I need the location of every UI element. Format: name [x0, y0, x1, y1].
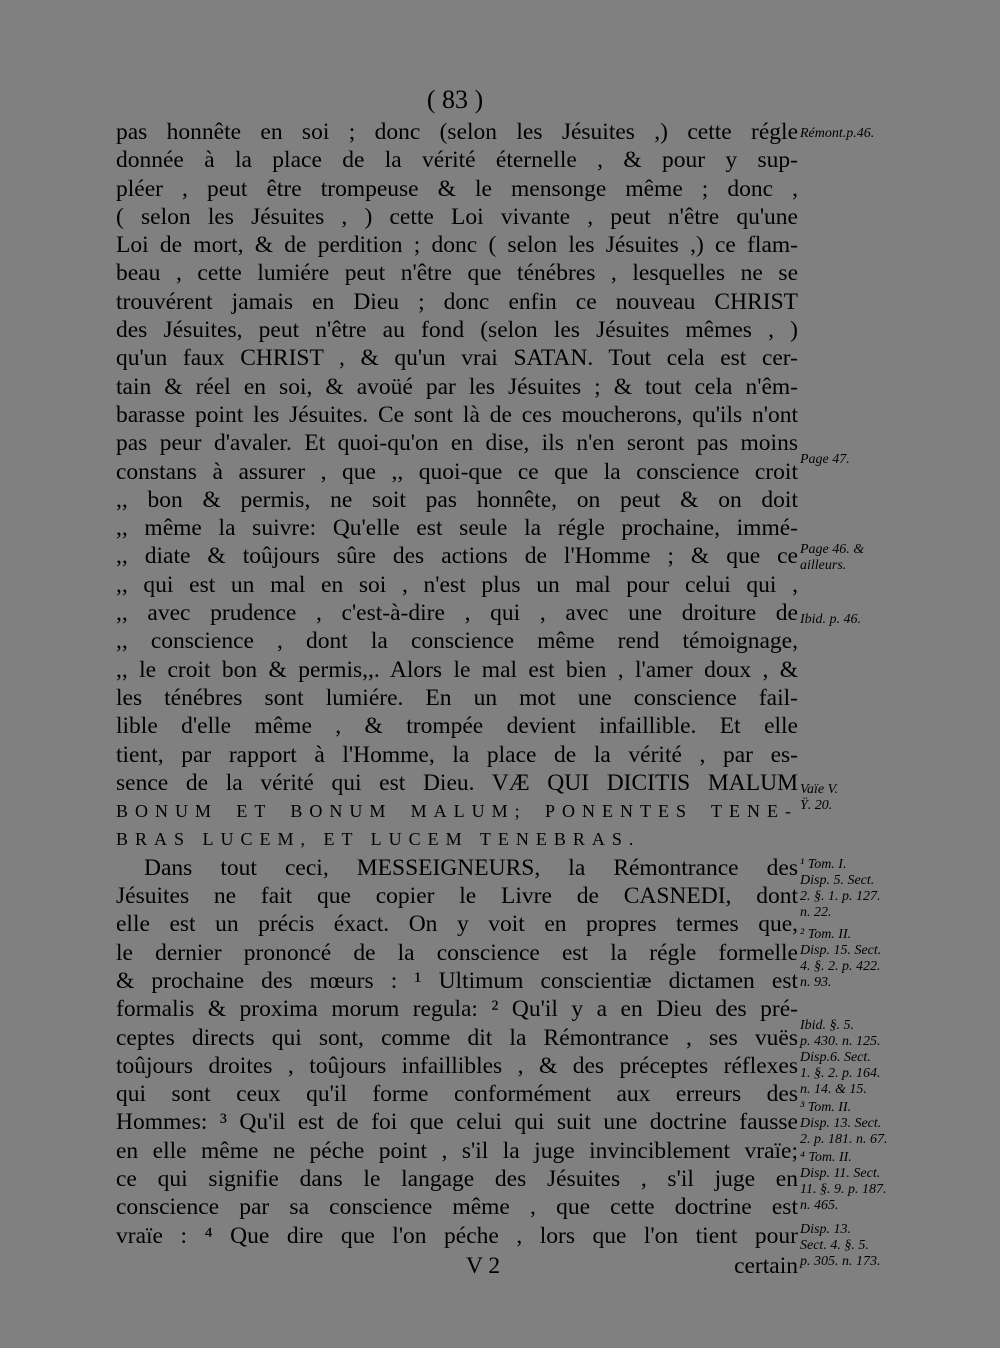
text-line: Loi de mort, & de perdition ; donc ( selon les Jésuites ,) ce flam-	[116, 232, 798, 259]
text-line: qui sont ceux qu'il forme conformément aux erreurs des	[116, 1081, 798, 1108]
text-line: conscience par sa conscience même , que cette doctrine est	[116, 1194, 798, 1221]
text-line: tain & réel en soi, & avoüé par les Jésuites ; & tout cela n'êm-	[116, 373, 798, 400]
text-line: pléer , peut être trompeuse & le mensonge même ; donc ,	[116, 175, 798, 202]
text-line: en elle même ne péche point , s'il la juge invinciblement vraïe;	[116, 1137, 798, 1164]
text-line: pas peur d'avaler. Et quoi-qu'on en dise, ils n'en seront pas moins	[116, 430, 798, 457]
text-line: ,, même la suivre: Qu'elle est seule la régle prochaine, immé-	[116, 515, 798, 542]
text-line: ceptes directs qui sont, comme dit la Rémontrance , ses vuës	[116, 1024, 798, 1051]
text-line: elle est un précis éxact. On y voit en propres termes que,	[116, 911, 798, 938]
margin-note: Page 46. & ailleurs.	[800, 542, 865, 573]
text-line: barasse point les Jésuites. Ce sont là de ces moucherons, qu'ils n'ont	[116, 401, 798, 428]
margin-note: Ibid. p. 46.	[800, 612, 862, 627]
margin-note: ² Tom. II. Disp. 15. Sect. 4. §. 2. p. 422. n. 93.	[800, 927, 882, 990]
text-line: BRAS LUCEM, ET LUCEM TENEBRAS.	[116, 829, 641, 850]
margin-note: Vaïe V. Ÿ. 20.	[800, 782, 838, 813]
text-line: BONUM ET BONUM MALUM; PONENTES TENE-	[116, 801, 798, 822]
text-line: toûjours droites , toûjours infaillibles , & des préceptes réflexes	[116, 1052, 798, 1079]
text-line: donnée à la place de la vérité éternelle , & pour y sup-	[116, 147, 798, 174]
text-line: pas honnête en soi ; donc (selon les Jésuites ,) cette régle	[116, 119, 798, 145]
text-line: beau , cette lumiére peut n'être que ténébres , lesquelles ne se	[116, 260, 798, 287]
text-line: ,, qui est un mal en soi , n'est plus un mal pour celui qui ,	[116, 571, 798, 598]
text-line: & prochaine des mœurs : ¹ Ultimum conscientiæ dictamen est	[116, 967, 798, 994]
margin-note: Ibid. §. 5. p. 430. n. 125.	[800, 1018, 881, 1049]
text-line: ,, le croit bon & permis,,. Alors le mal est bien , l'amer doux , &	[116, 656, 798, 683]
signature-mark: V 2	[466, 1253, 501, 1279]
margin-note: Page 47.	[800, 452, 850, 467]
text-line: ( selon les Jésuites , ) cette Loi vivante , peut n'être qu'une	[116, 203, 798, 230]
text-line: les ténébres sont lumiére. En un mot une conscience fail-	[116, 684, 798, 711]
text-line: ,, avec prudence , c'est-à-dire , qui , avec une droiture de	[116, 600, 798, 627]
text-line: Dans tout ceci, MESSEIGNEURS, la Rémontrance des	[144, 854, 798, 881]
text-line: sence de la vérité qui est Dieu. VÆ QUI DICITIS MALUM	[116, 769, 798, 796]
margin-note: ³ Tom. II. Disp. 13. Sect. 2. p. 181. n. 67.	[800, 1100, 888, 1147]
text-line: formalis & proxima morum regula: ² Qu'il y a en Dieu des pré-	[116, 996, 798, 1023]
margin-note: Disp. 13. Sect. 4. §. 5. p. 305. n. 173.	[800, 1222, 881, 1269]
text-line: vraïe : ⁴ Que dire que l'on péche , lors que l'on tient pour	[116, 1222, 798, 1249]
catchword: certain	[734, 1253, 798, 1279]
text-line: ,, diate & toûjours sûre des actions de l'Homme ; & que ce	[116, 543, 798, 570]
text-line: des Jésuites, peut n'être au fond (selon les Jésuites mêmes , )	[116, 317, 798, 344]
margin-note: Rémont.p.46.	[800, 126, 875, 141]
margin-note: ¹ Tom. I. Disp. 5. Sect. 2. §. 1. p. 127. n. 22.	[800, 857, 881, 920]
text-line: trouvérent jamais en Dieu ; donc enfin ce nouveau CHRIST	[116, 288, 798, 315]
text-line: lible d'elle même , & trompée devient infaillible. Et elle	[116, 713, 798, 740]
margin-note: ⁴ Tom. II. Disp. 11. Sect. 11. §. 9. p. 187. n. 465.	[800, 1150, 887, 1213]
text-line: ,, conscience , dont la conscience même rend témoignage,	[116, 628, 798, 655]
text-line: le dernier prononcé de la conscience est la régle formelle	[116, 939, 798, 966]
text-line: Hommes: ³ Qu'il est de foi que celui qui suit une doctrine fausse	[116, 1109, 798, 1136]
text-line: Jésuites ne fait que copier le Livre de CASNEDI, dont	[116, 883, 798, 910]
page-footer	[116, 1250, 798, 1282]
text-line: qu'un faux CHRIST , & qu'un vrai SATAN. Tout cela est cer-	[116, 345, 798, 372]
margin-note: Disp.6. Sect. 1. §. 2. p. 164. n. 14. & 15.	[800, 1050, 881, 1097]
text-line: constans à assurer , que ,, quoi-que ce que la conscience croit	[116, 458, 798, 485]
text-line: ce qui signifie dans le langage des Jésuites , s'il juge en	[116, 1165, 798, 1192]
body-text	[116, 118, 798, 1250]
text-line: ,, bon & permis, ne soit pas honnête, on peut & on doit	[116, 486, 798, 513]
text-line: tient, par rapport à l'Homme, la place de la vérité , par es-	[116, 741, 798, 768]
page-number: ( 83 )	[426, 85, 484, 114]
